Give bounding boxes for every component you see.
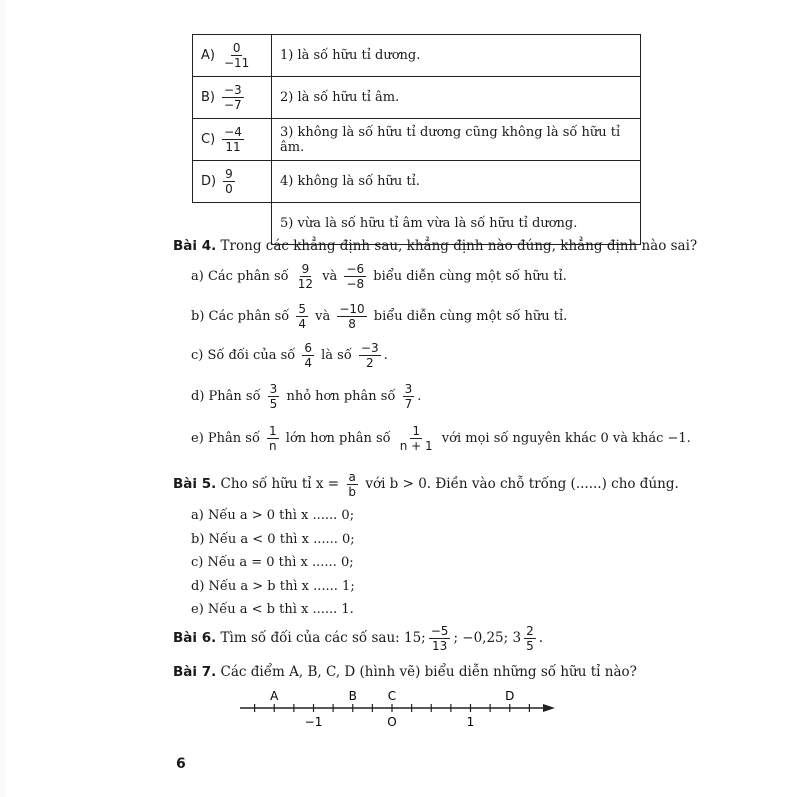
fraction: $\frac{1}{n + 1}$ <box>399 424 433 453</box>
exercise-6-mid: ; −0,25; 3 <box>453 630 522 646</box>
exercise-4-title: Bài 4. <box>173 238 217 254</box>
fraction: $\frac{a}{b}$ <box>348 470 357 499</box>
exercise-6 <box>173 624 543 653</box>
exercise-4-item-e: e) Phân số $\frac{1}{n}$ lớn hơn phân số $\frac{1}{n + 1}$ với mọi số nguyên khác 0 và khác −1. <box>191 424 691 453</box>
point-label-A: A <box>270 689 279 703</box>
exercise-5-pre: Cho số hữu tỉ x = <box>220 476 340 492</box>
exercise-4-item-c: c) Số đối của số $\frac{6}{4}$ là số $\frac{-3}{2}$ . <box>191 341 388 370</box>
exercise-4-heading <box>173 238 697 254</box>
point-label-B: B <box>348 689 357 703</box>
fraction: $\frac{-10}{8}$ <box>339 302 365 331</box>
table-row <box>193 35 641 77</box>
fraction: $\frac{-3}{-7}$ <box>224 83 242 112</box>
exercise-7-heading <box>173 664 637 680</box>
exercise-7-text: Các điểm A, B, C, D (hình vẽ) biểu diễn những số hữu tỉ nào? <box>220 664 637 680</box>
point-label-C: C <box>387 689 397 703</box>
statement-cell: 3) không là số hữu tỉ dương cũng không là số hữu tỉ âm. <box>272 119 641 161</box>
tick-label: −1 <box>304 715 323 729</box>
fraction: $\frac{-6}{-8}$ <box>346 262 365 291</box>
exercise-5-title: Bài 5. <box>173 476 217 492</box>
point-label-D: D <box>505 689 515 703</box>
exercise-4-text: Trong các khẳng định sau, khẳng định nào đúng, khẳng định nào sai? <box>220 238 698 254</box>
table-row <box>193 77 641 119</box>
exercise-4-item-d: d) Phân số $\frac{3}{5}$ nhỏ hơn phân số $\frac{3}{7}$ . <box>191 382 422 411</box>
exercise-5-item: e) Nếu a < b thì x ...... 1. <box>191 602 354 617</box>
fraction: $\frac{5}{4}$ <box>298 302 306 331</box>
statement-cell: 1) là số hữu tỉ dương. <box>272 35 641 77</box>
fraction: $\frac{-4}{11}$ <box>224 125 242 154</box>
exercise-6-post: . <box>538 630 544 646</box>
fraction: $\frac{6}{4}$ <box>304 341 312 370</box>
tick-label: O <box>387 715 397 729</box>
exercise-4-item-a: a) Các phân số $\frac{9}{12}$ và $\frac{-6}{-8}$ biểu diễn cùng một số hữu tỉ. <box>191 262 567 291</box>
statement-cell: 4) không là số hữu tỉ. <box>272 161 641 203</box>
axis-arrow <box>543 704 555 712</box>
fraction: $\frac{3}{5}$ <box>269 382 278 411</box>
fraction: $\frac{-3}{2}$ <box>360 341 379 370</box>
exercise-5-heading <box>173 470 679 499</box>
page-number: 6 <box>176 756 186 772</box>
fraction: $\frac{9}{0}$ <box>225 167 233 196</box>
exercise-5-item: b) Nếu a < 0 thì x ...... 0; <box>191 531 355 547</box>
fraction: $\frac{0}{-11}$ <box>223 41 250 70</box>
exercise-5-item: c) Nếu a = 0 thì x ...... 0; <box>191 555 354 570</box>
table-row <box>193 161 641 203</box>
fraction: $\frac{9}{12}$ <box>297 262 314 291</box>
option-cell: C) $\frac{-4}{11}$ <box>193 119 272 161</box>
fraction: $\frac{3}{7}$ <box>404 382 413 411</box>
statement-cell: 5) vừa là số hữu tỉ âm vừa là số hữu tỉ dương. <box>272 203 641 245</box>
exercise-7-title: Bài 7. <box>173 664 217 680</box>
fraction: $\frac{-5}{13}$ <box>430 624 449 653</box>
matching-table <box>192 34 641 245</box>
tick-label: 1 <box>466 715 475 729</box>
fraction: $\frac{1}{n}$ <box>269 424 277 453</box>
exercise-6-pre: Tìm số đối của các số sau: 15; <box>220 630 426 646</box>
page-edge <box>0 0 6 797</box>
statement-cell: 2) là số hữu tỉ âm. <box>272 77 641 119</box>
exercise-5-post: với b > 0. Điền vào chỗ trống (......) cho đúng. <box>365 476 679 492</box>
table-row <box>193 119 641 161</box>
option-cell: B) $\frac{-3}{-7}$ <box>193 77 272 119</box>
option-cell: D) $\frac{9}{0}$ <box>193 161 272 203</box>
option-cell: A) $\frac{0}{-11}$ <box>193 35 272 77</box>
exercise-5-item: d) Nếu a > b thì x ...... 1; <box>191 578 355 594</box>
number-line <box>235 688 565 738</box>
fraction: $\frac{2}{5}$ <box>526 624 534 653</box>
exercise-6-title: Bài 6. <box>173 630 217 646</box>
exercise-4-item-b: b) Các phân số $\frac{5}{4}$ và $\frac{-10}{8}$ biểu diễn cùng một số hữu tỉ. <box>191 302 568 331</box>
exercise-5-item: a) Nếu a > 0 thì x ...... 0; <box>191 508 355 523</box>
